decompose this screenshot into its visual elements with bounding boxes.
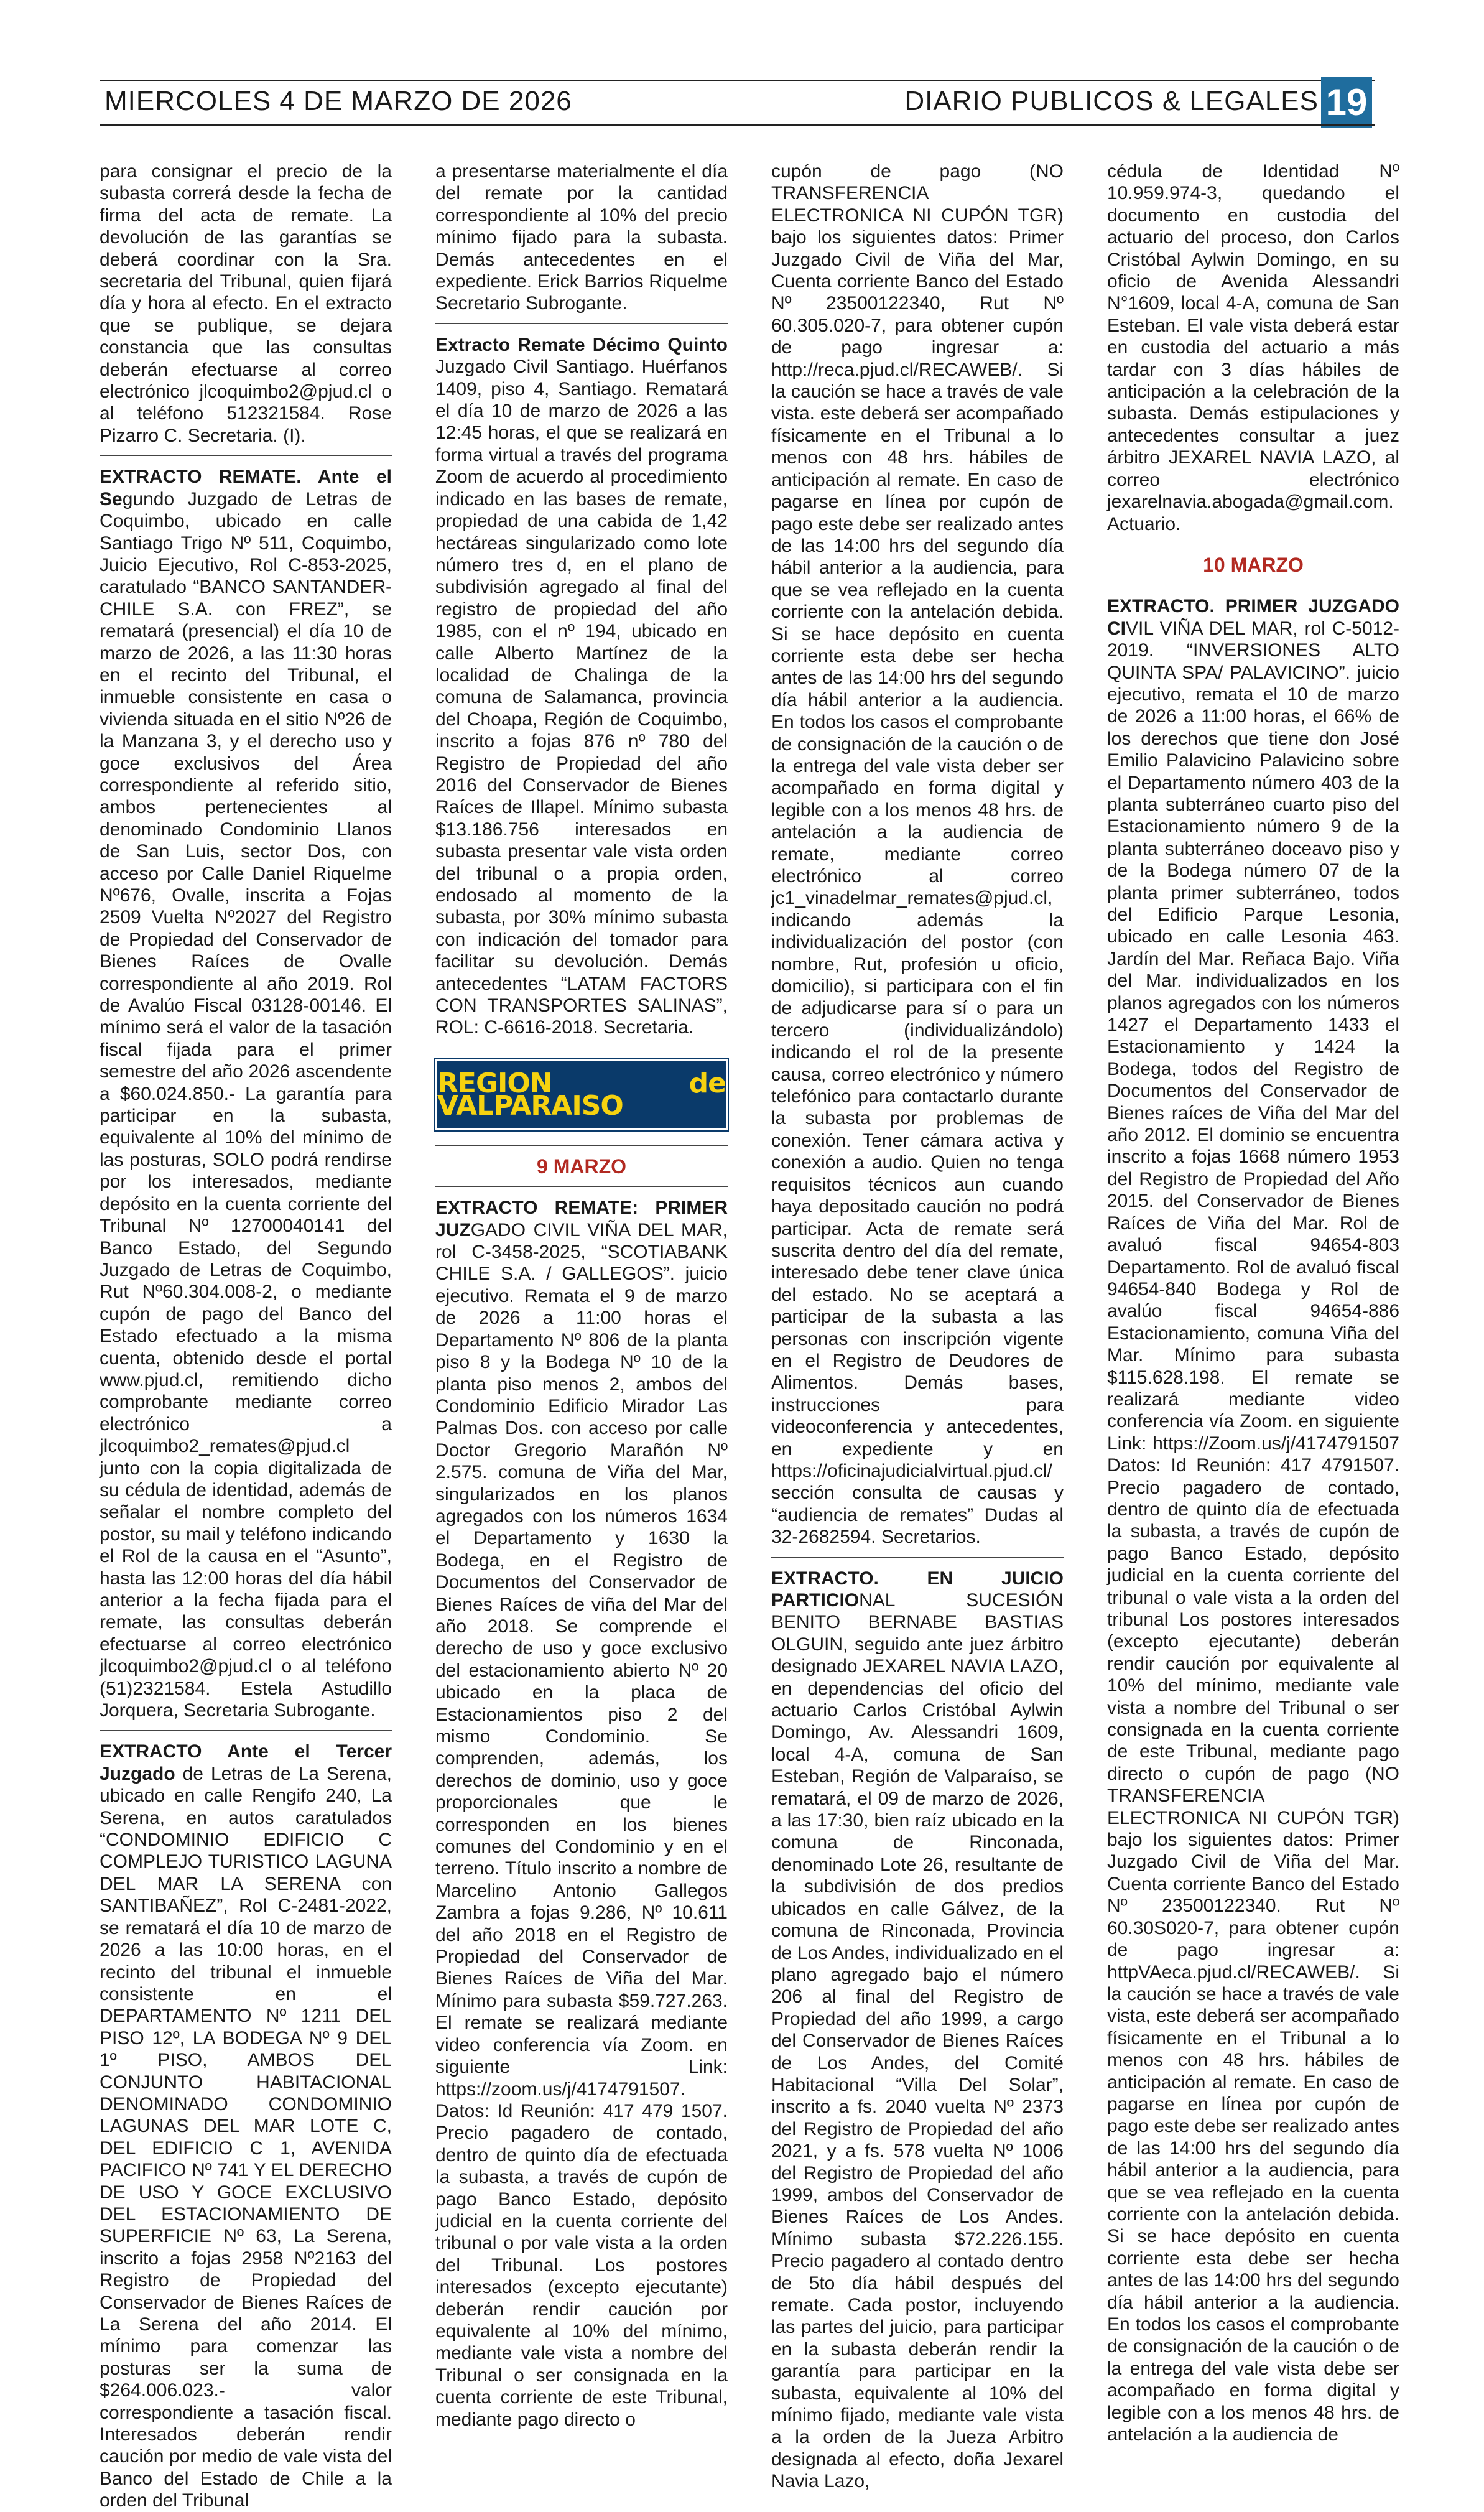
notice xyxy=(435,1197,728,2431)
notice xyxy=(100,466,392,1721)
notice-body: gundo Juzgado de Letras de Coquimbo, ubicado en calle Santiago Trigo Nº 511, Coquimbo, Juicio Ejecutivo, Rol C-853-2025, caratulado “BANCO SANTANDER-CHILE S.A. con FREZ”, se rematará (presencial) el día 10 de marzo de 2026, a las 11:30 horas en el recinto del Tribunal, el inmueble consistente en casa o vivienda situada en el sitio Nº26 de la Manzana 3, y el derecho uso y goce exclusivos del Área correspondiente al referido sitio, ambos pertenecientes al denominado Condominio Llanos de San Luis, sector Dos, con acceso por Calle Daniel Riquelme Nº676, Ovalle, inscrita a Fojas 2509 Vuelta Nº2027 del Registro de Propiedad del Conservador de Bienes Raíces de Ovalle correspondiente al año 2019. Rol de Avalúo Fiscal 03128-00146. El mínimo será el valor de la tasación fiscal fijada para el primer semestre del año 2026 ascendente a $60.024.850.- La garantía para participar en la subasta, equivalente al 10% del mínimo de las posturas, SOLO podrá rendirse por los interesados, mediante depósito en la cuenta corriente del Tribunal Nº 12700040141 del Banco Estado, del Segundo Juzgado de Letras de Coquimbo, Rut Nº60.304.008-2, o mediante cupón de pago del Banco del Estado efectuado a la misma cuenta, obtenido desde el portal www.pjud.cl, remitiendo dicho comprobante mediante correo electrónico a jlcoquimbo2_remates@pjud.cl junto con la copia digitalizada de su cédula de identidad, además de señalar el nombre completo del postor, su mail y teléfono indicando el Rol de la causa en el “Asunto”, hasta las 12:00 horas del día hábil anterior a la fecha fijada para el remate, las consultas deberán efectuarse al correo electrónico jlcoquimbo2@pjud.cl o al teléfono (51)2321584. Estela Astudillo Jorquera, Secretaria Subrogante. xyxy=(100,488,392,1721)
notice-divider xyxy=(435,1145,728,1146)
notice-divider xyxy=(100,455,392,456)
notice-lead: EXTRACTO. PRIMER JUZGADO CI xyxy=(1107,596,1399,639)
notice-text: a presentarse materialmente el día del remate por la cantidad correspondiente al 10% del precio mínimo fijado para la subasta. Demás antecedentes en el expediente. Erick Barrios Riquelme Secretario Subrogante. xyxy=(435,161,728,314)
column-4 xyxy=(1107,160,1399,2445)
page-header xyxy=(100,75,1412,126)
notice-divider xyxy=(435,1186,728,1187)
notice-body: VIL VIÑA DEL MAR, rol C-5012-2019. “INVERSIONES ALTO QUINTA SPA/ PALAVICINO”. juicio ejecutivo, remata el 10 de marzo de 2026 a 11:00 horas, el 66% de los derechos que tiene don José Emilio Palavicino Palavicino sobre el Departamento número 403 de la planta subterráneo cuarto piso del Estacionamiento número 9 de la planta subterráneo doceavo piso y de la Bodega número 07 de la planta primer subterráneo, todos del Edificio Parque Lesonia, ubicado en calle Lesonia 463. Jardín del Mar. Reñaca Bajo. Viña del Mar. individualizados en los planos agregados con los números 1427 el Departamento 1433 el Estacionamiento y 1424 la Bodega, todos del Registro de Documentos del Conservador de Bienes raíces de Viña del Mar del año 2012. El dominio se encuentra inscrito a fojas 1668 número 1953 del Registro de Propiedad del Año 2015. del Conservador de Bienes Raíces de Viña del Mar. Rol de avaluó fiscal 94654-803 Departamento. Rol de avaluó fiscal 94654-840 Bodega y Rol de avalúo fiscal 94654-886 Estacionamiento, comuna Viña del Mar. Mínimo para subasta $115.628.198. El remate se realizará mediante video conferencia vía Zoom. en siguiente Link: https://Zoom.us/j/4174791507 Datos: Id Reunión: 417 4791507. Precio pagadero de contado, dentro de quinto día de efectuada la subasta, a través de cupón de pago Banco Estado, depósito judicial en la cuenta corriente del tribunal o vale vista a la orden del tribunal Los postores interesados (excepto ejecutante) deberán rendir caución por equivalente al 10% del mínimo, mediante vale vista a nombre del Tribunal o ser consignada en la cuenta corriente de este Tribunal, mediante pago directo o cupón de pago (NO TRANSFERENCIA ELECTRONICA NI CUPÓN TGR) bajo los siguientes datos: Primer Juzgado Civil de Viña del Mar. Cuenta corriente Banco del Estado Nº 23500122340. Rut Nº 60.30S020-7, para obtener cupón de pago ingresar a: httpVAeca.pjud.cl/RECAWEB/. Si la caución se hace a través de vale vista, este deberá ser acompañado físicamente en el Tribunal a lo menos con 48 hrs. hábiles de anticipación al remate. En caso de pagarse en línea por cupón de pago este debe ser realizado antes de las 14:00 hrs del segundo día hábil anterior a la audiencia, para que se vea reflejado en la cuenta corriente con la antelación debida. Si se hace depósito en cuenta corriente esta debe ser hecha antes de las 14:00 hrs del segundo día hábil anterior a la audiencia. En todos los casos el comprobante de consignación de la caución o de la entrega del vale vista debe ser acompañado en forma digital y legible con a los menos 48 hrs. de antelación a la audiencia de xyxy=(1107,618,1399,2445)
notice-text: cédula de Identidad Nº 10.959.974-3, quedando el documento en custodia del actuario del proceso, don Carlos Cristóbal Aylwin Domingo, en su oficio de Avenida Alessandri N°1609, local 4-A, comuna de San Esteban. El vale vista deberá estar en custodia del actuario a más tardar con 3 días hábiles de anticipación a la celebración de la subasta. Demás estipulaciones y antecedentes consultar a juez árbitro JEXAREL NAVIA LAZO, al correo electrónico jexarelnavia.abogada@gmail.com. Actuario. xyxy=(1107,161,1399,534)
header-date: MIERCOLES 4 DE MARZO DE 2026 xyxy=(104,86,572,116)
notice-lead: EXTRACTO REMATE: PRIMER JUZ xyxy=(435,1198,728,1240)
notice-lead: EXTRACTO. EN JUICIO PARTICIO xyxy=(771,1568,1064,1611)
notice-lead: EXTRACTO Ante el Tercer Juzgado xyxy=(100,1741,392,1784)
notice-lead: Extracto Remate Décimo Quinto xyxy=(435,334,728,355)
column-3 xyxy=(771,160,1064,2493)
region-banner-label: REGION de VALPARAISO xyxy=(437,1068,726,1122)
column-1 xyxy=(100,160,392,2512)
header-bottom-rule xyxy=(100,124,1375,126)
notice-divider xyxy=(435,323,728,324)
notice xyxy=(771,1568,1064,2493)
notice-lead: EXTRACTO REMATE. Ante el Se xyxy=(100,467,392,509)
header-top-rule xyxy=(100,80,1375,81)
notice-body: Juzgado Civil Santiago. Huérfanos 1409, piso 4, Santiago. Rematará el día 10 de marzo de 2026 a las 12:45 horas, el que se realizará en forma virtual a través del programa Zoom de acuerdo al procedimiento indicado en las bases de remate, propiedad de una cabida de 1,42 hectáreas singularizado como lote número tres d, en el plano de subdivisión agregado al final del registro de propiedad del año 1985, con el nº 194, ubicado en calle Alberto Martínez de la localidad de Chalinga de la comuna de Salamanca, provincia del Choapa, Región de Coquimbo, inscrito a fojas 876 nº 780 del Registro de Propiedad del año 2016 del Conservador de Bienes Raíces de Illapel. Mínimo subasta $13.186.756 interesados en subasta presentar vale vista orden del tribunal o a propia orden, endosado al momento de la subasta, por 30% mínimo subasta con indicación del tomador para facilitar su devolución. Demás antecedentes “LATAM FACTORS CON TRANSPORTES SALINAS”, ROL: C-6616-2018. Secretaria. xyxy=(435,356,728,1038)
date-heading-10-marzo: 10 MARZO xyxy=(1203,553,1304,576)
notice-divider xyxy=(771,1557,1064,1558)
region-banner xyxy=(435,1059,728,1130)
notice xyxy=(1107,595,1399,2445)
notice xyxy=(100,1741,392,2511)
page-number: 19 xyxy=(1321,77,1372,128)
notice-divider xyxy=(100,1730,392,1731)
notice xyxy=(435,334,728,1039)
notice-text: para consignar el precio de la subasta correrá desde la fecha de firma del acta de remate. La devolución de las garantías se deberá coordinar con la Sra. secretaria del Tribunal, quien fijará día y hora al efecto. En el extracto que se publique, se dejara constancia que las consultas deberán efectuarse al correo electrónico jlcoquimbo2@pjud.cl o al teléfono 512321584. Rose Pizarro C. Secretaria. (I). xyxy=(100,161,392,446)
notice-body: de Letras de La Serena, ubicado en calle Rengifo 240, La Serena, en autos caratulados “CONDOMINIO EDIFICIO C COMPLEJO TURISTICO LAGUNA DEL MAR LA SERENA con SANTIBAÑEZ”, Rol C-2481-2022, se rematará el día 10 de marzo de 2026 a las 10:00 horas, en el recinto del tribunal el inmueble consistente en el DEPARTAMENTO Nº 1211 DEL PISO 12º, LA BODEGA Nº 9 DEL 1º PISO, AMBOS DEL CONJUNTO HABITACIONAL DENOMINADO CONDOMINIO LAGUNAS DEL MAR LOTE C, DEL EDIFICIO C 1, AVENIDA PACIFICO Nº 741 Y EL DERECHO DE USO Y GOCE EXCLUSIVO DEL ESTACIONAMIENTO DE SUPERFICIE Nº 63, La Serena, inscrito a fojas 2958 Nº2163 del Registro de Propiedad del Conservador de Bienes Raíces de La Serena del año 2014. El mínimo para comenzar las posturas ser la suma de $264.006.023.- valor correspondiente a tasación fiscal. Interesados deberán rendir caución por medio de vale vista del Banco del Estado de Chile a la orden del Tribunal xyxy=(100,1763,392,2511)
column-2 xyxy=(435,160,728,2431)
notice-body: NAL SUCESIÓN BENITO BERNABE BASTIAS OLGUIN, seguido ante juez árbitro designado JEXAREL NAVIA LAZO, en dependencias del oficio del actuario Carlos Cristóbal Aylwin Domingo, Av. Alessandri 1609, local 4-A, comuna de San Esteban, Región de Valparaíso, se rematará, el 09 de marzo de 2026, a las 17:30, bien raíz ubicado en la comuna de Rinconada, denominado Lote 26, resultante de la subdivisión de dos predios ubicados en calle Gálvez, de la comuna de Rinconada, Provincia de Los Andes, individualizado en el plano agregado bajo el número 206 al final del Registro de Propiedad del año 1999, a cargo del Conservador de Bienes Raíces de Los Andes, del Comité Habitacional “Villa Del Solar”, inscrito a fs. 2040 vuelta Nº 2373 del Registro de Propiedad del año 2021, y a fs. 578 vuelta Nº 1006 del Registro de Propiedad del año 1999, ambos del Conservador de Bienes Raíces de Los Andes. Mínimo subasta $72.226.155. Precio pagadero al contado dentro de 5to día hábil después del remate. Cada postor, incluyendo las partes del juicio, para participar en la subasta deberán rendir la garantía para participar en la subasta, equivalente al 10% del mínimo fijado, mediante vale vista a la orden de la Jueza Arbitro designada al efecto, doña Jexarel Navia Lazo, xyxy=(771,1590,1064,2492)
notice-body: GADO CIVIL VIÑA DEL MAR, rol C-3458-2025, “SCOTIABANK CHILE S.A. / GALLEGOS”. juicio ejecutivo. Remata el 9 de marzo de 2026 a 11:00 horas el Departamento Nº 806 de la planta piso 8 y la Bodega Nº 10 de la planta piso menos 2, ambos del Condominio Edificio Mirador Las Palmas Dos. con acceso por calle Doctor Gregorio Marañón Nº 2.575. comuna de Viña del Mar, singularizados en los planos agregados con los números 1634 el Departamento y 1630 la Bodega, en el Registro de Documentos del Conservador de Bienes Raíces de viña del Mar del año 2018. Se comprende el derecho de uso y goce exclusivo del estacionamiento abierto Nº 20 ubicado en la placa de Estacionamientos piso 2 del mismo Condominio. Se comprenden, además, los derechos de dominio, uso y goce proporcionales que le corresponden en los bienes comunes del Condominio y en el terreno. Título inscrito a nombre de Marcelino Antonio Gallegos Zambra a fojas 9.286, Nº 10.611 del año 2018 en el Registro de Propiedad del Conservador de Bienes Raíces de Viña del Mar. Mínimo para subasta $59.727.263. El remate se realizará mediante video conferencia vía Zoom. en siguiente Link: https://zoom.us/j/4174791507. Datos: Id Reunión: 417 479 1507. Precio pagadero de contado, dentro de quinto día de efectuada la subasta, a través de cupón de pago Banco Estado, depósito judicial en la cuenta corriente del tribunal o por vale vista a la orden del Tribunal. Los postores interesados (excepto ejecutante) deberán rendir caución por equivalente al 10% del mínimo, mediante vale vista a nombre del Tribunal o ser consignada en la cuenta corriente de este Tribunal, mediante pago directo o xyxy=(435,1219,728,2430)
date-heading-9-marzo: 9 MARZO xyxy=(537,1155,626,1178)
publication-name: DIARIO PUBLICOS & LEGALES xyxy=(904,86,1319,116)
notice-text: cupón de pago (NO TRANSFERENCIA ELECTRONICA NI CUPÓN TGR) bajo los siguientes datos: Primer Juzgado Civil de Viña del Mar, Cuenta corriente Banco del Estado Nº 23500122340, Rut Nº 60.305.020-7, para obtener cupón de pago ingresar a: http://reca.pjud.cl/RECAWEB/. Si la caución se hace a través de vale vista. este deberá ser acompañado físicamente en el Tribunal a lo menos con 48 hrs. hábiles de anticipación al remate. En caso de pagarse en línea por cupón de pago este debe ser realizado antes de las 14:00 hrs del segundo día hábil anterior a la audiencia, para que se vea reflejado en la cuenta corriente con la antelación debida. Si se hace depósito en cuenta corriente esta debe ser hecha antes de las 14:00 hrs del segundo día hábil anterior a la audiencia. En todos los casos el comprobante de consignación de la caución o de la entrega del vale vista deber ser acompañado en forma digital y legible con a los menos 48 hrs. de antelación a la audiencia de remate, mediante correo electrónico al correo jc1_vinadelmar_remates@pjud.cl, indicando además la individualización del postor (con nombre, Rut, profesión u oficio, domicilio), si participara con el fin de adjudicarse para sí o para un tercero (individualizándolo) indicando el rol de la presente causa, correo electrónico y número telefónico para contactarlo durante la subasta por problemas de conexión. Tener cámara activa y conexión a audio. Quien no tenga requisitos técnicos aun cuando haya depositado caución no podrá participar. Acta de remate será suscrita dentro del día del remate, interesado debe tener clave única del estado. No se aceptará a participar de la subasta a las personas con inscripción vigente en el Registro de Deudores de Alimentos. Demás bases, instrucciones para videoconferencia y antecedentes, en expediente y en https://oficinajudicialvirtual.pjud.cl/ sección consulta de causas y “audiencia de remates” Dudas al 32-2682594. Secretarios. xyxy=(771,161,1064,1548)
